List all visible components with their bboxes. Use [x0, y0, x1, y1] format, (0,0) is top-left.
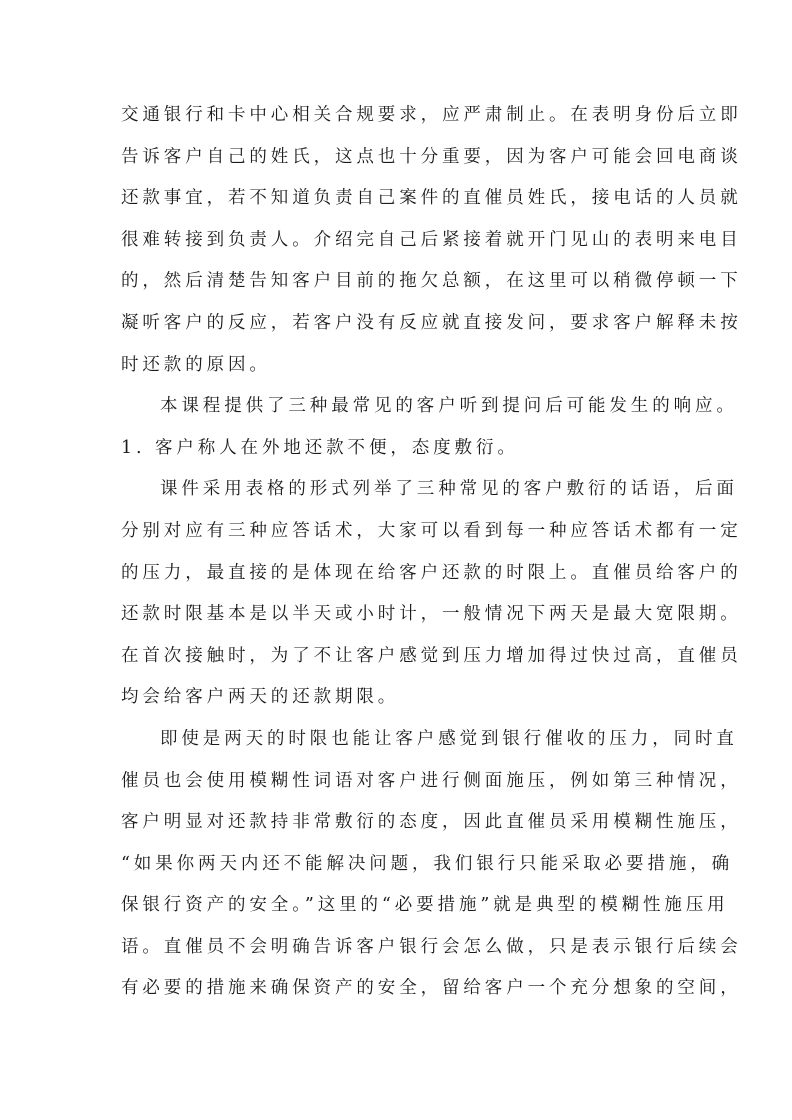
text-line: 还款事宜，若不知道负责自己案件的直催员姓氏，接电话的人员就	[121, 188, 742, 209]
list-item-heading: 1. 客户称人在外地还款不便，态度敷衍。	[121, 437, 519, 458]
text-line: 凝听客户的反应，若客户没有反应就直接发问，要求客户解释未按	[121, 312, 742, 333]
paragraph-start-line: 本课程提供了三种最常见的客户听到提问后可能发生的响应。	[160, 396, 738, 417]
text-line: 的压力，最直接的是体现在给客户还款的时限上。直催员给客户的	[121, 562, 742, 583]
text-line: 的，然后清楚告知客户目前的拖欠总额，在这里可以稍微停顿一下	[121, 271, 742, 292]
text-line: 客户明显对还款持非常敷衍的态度，因此直催员采用模糊性施压，	[121, 812, 742, 833]
document-body	[121, 99, 742, 1014]
text-line: 很难转接到负责人。介绍完自己后紧接着就开门见山的表明来电目	[121, 229, 742, 250]
paragraph-start-line: 即使是两天的时限也能让客户感觉到银行催收的压力，同时直	[160, 728, 738, 749]
text-line: 催员也会使用模糊性词语对客户进行侧面施压，例如第三种情况，	[121, 770, 742, 791]
text-line: 均会给客户两天的还款期限。	[121, 687, 400, 708]
text-line: 在首次接触时，为了不让客户感觉到压力增加得过快过高，直催员	[121, 645, 742, 666]
text-line: 交通银行和卡中心相关合规要求，应严肃制止。在表明身份后立即	[121, 105, 742, 125]
text-line: 有必要的措施来确保资产的安全，留给客户一个充分想象的空间，	[121, 978, 742, 999]
text-line: 告诉客户自己的姓氏，这点也十分重要，因为客户可能会回电商谈	[121, 146, 742, 167]
text-line: 时还款的原因。	[121, 354, 271, 375]
text-line: 还款时限基本是以半天或小时计，一般情况下两天是最大宽限期。	[121, 604, 742, 625]
paragraph-start-line: 课件采用表格的形式列举了三种常见的客户敷衍的话语，后面	[160, 479, 738, 500]
text-line: 保银行资产的安全。”这里的“必要措施”就是典型的模糊性施压用	[121, 895, 729, 916]
text-line: 语。直催员不会明确告诉客户银行会怎么做，只是表示银行后续会	[121, 936, 742, 957]
text-line: “如果你两天内还不能解决问题，我们银行只能采取必要措施，确	[121, 853, 734, 874]
text-line: 分别对应有三种应答话术，大家可以看到每一种应答话术都有一定	[121, 520, 742, 541]
